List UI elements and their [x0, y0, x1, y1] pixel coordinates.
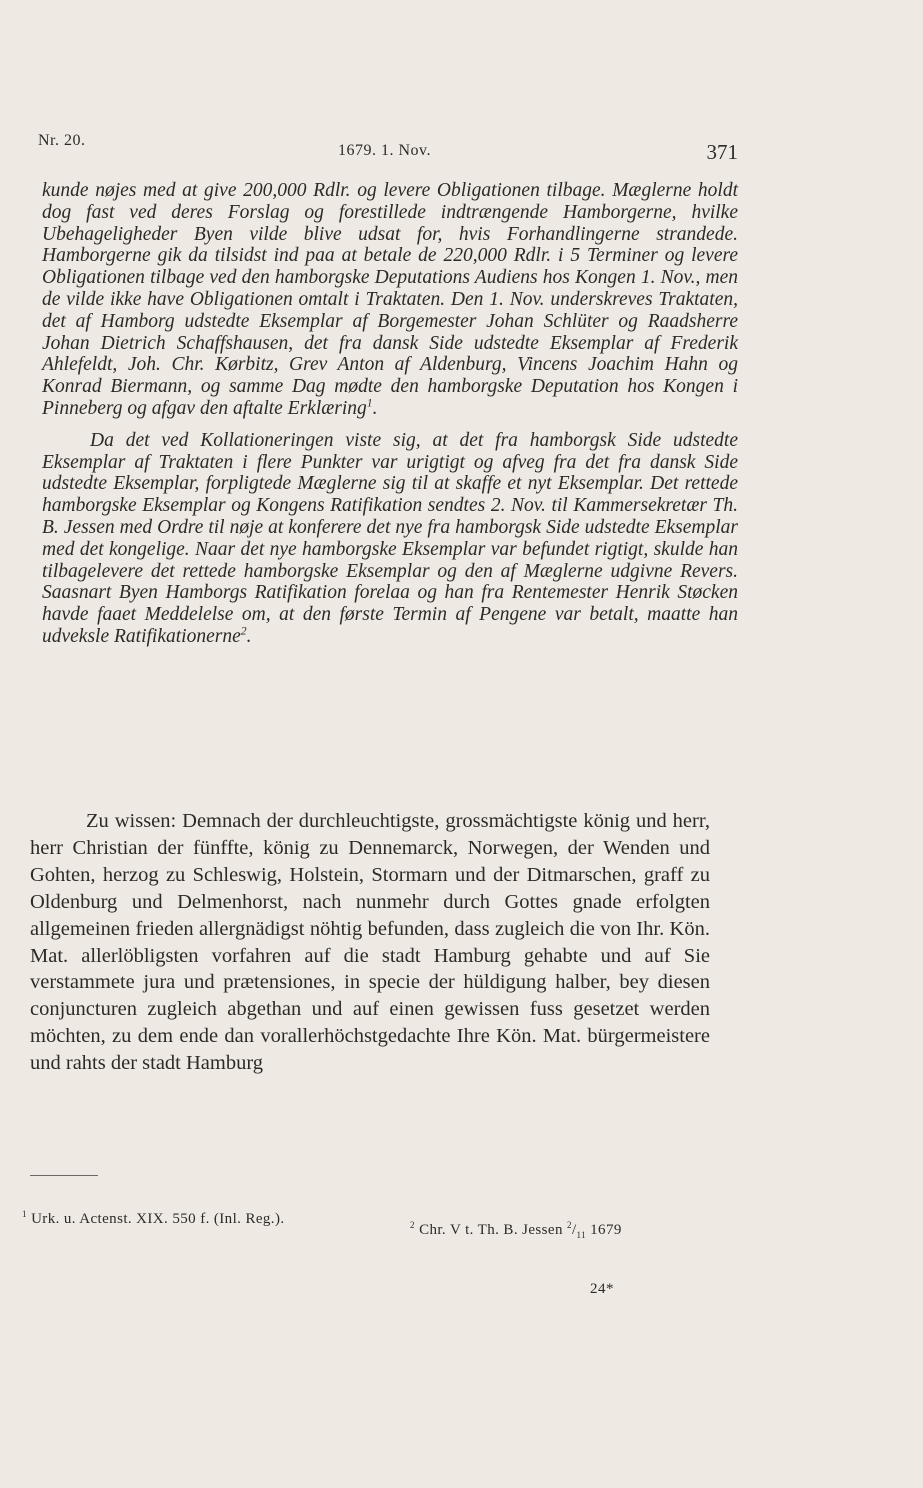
document-date: 1679. 1. Nov.	[338, 142, 432, 159]
treaty-text	[30, 808, 710, 1077]
page-header	[38, 128, 738, 168]
sheet-signature: 24*	[590, 1281, 614, 1297]
footnote-ref: 1	[366, 396, 373, 410]
footnote-2: $^2$ Chr. V t. Th. B. Jessen $^2/_{11}$ 1679	[410, 1220, 622, 1240]
danish-summary	[42, 180, 738, 648]
footnote-1: $^1$ Urk. u. Actenst. XIX. 550 f. (Inl. Reg.).	[22, 1209, 285, 1227]
footnote-ref: 2	[240, 624, 247, 638]
footnotes	[22, 1208, 712, 1258]
summary-paragraph: kunde nøjes med at give 200,000 Rdlr. og levere Obligationen tilbage. Mæglerne holdt dog fast ved deres Forslag og forestillede indtrængende Hamborgerne, hvilke Ubehageligheder Byen vilde blive udsat for, hvis Forhandlingerne strandede. Hamborgerne gik da tilsidst ind paa at betale de 220,000 Rdlr. i 5 Terminer og levere Obligationen tilbage ved den hamborgske Deputations Audiens hos Kongen 1. Nov., men de vilde ikke have Obligationen omtalt i Traktaten. Den 1. Nov. underskreves Traktaten, det af Hamborg udstedte Eksemplar af Borgemester Johan Schlüter og Raadsherre Johan Dietrich Schaffshausen, det fra dansk Side udstedte Eksemplar af Frederik Ahlefeldt, Joh. Chr. Kørbitz, Grev Anton af Aldenburg, Vincens Joachim Hahn og Konrad Biermann, og samme Dag mødte den hamborgske Deputation hos Kongen i Pinneberg og afgav den aftalte Erklæring$^1$.	[42, 180, 738, 419]
summary-paragraph: Da det ved Kollationeringen viste sig, at det fra hamborgsk Side udstedte Eksemplar af Traktaten i flere Punkter var urigtigt og afveg fra det fra dansk Side udstedte Eksemplar, forpligtede Mæglerne sig til at skaffe et nyt Eksemplar. Det rettede hamborgske Eksemplar og Kongens Ratifikation sendtes 2. Nov. til Kammersekretær Th. B. Jessen med Ordre til nøje at konferere det nye fra hamborgsk Side udstedte Eksemplar med det kongelige. Naar det nye hamborgske Eksemplar var befundet rigtigt, skulde han tilbagelevere det rettede hamborgske Eksemplar og den af Mæglerne udgivne Revers. Saasnart Byen Hamborgs Ratifikation forelaa og han fra Rentemester Henrik Støcken havde faaet Meddelelse om, at den første Termin af Pengene var betalt, maatte han udveksle Ratifikationerne$^2$.	[42, 429, 738, 647]
page-number: 371	[706, 140, 738, 164]
document-number: Nr. 20.	[38, 132, 86, 149]
footnote-divider	[30, 1175, 98, 1176]
treaty-paragraph: Zu wissen: Demnach der durchleuchtigste, grossmächtigste könig und herr, herr Christian der fünffte, könig zu Dennemarck, Norwegen, der Wenden und Gohten, herzog zu Schleswig, Holstein, Stormarn und der Ditmarschen, graff zu Oldenburg und Delmenhorst, nach nunmehr durch Gottes gnade erfolgten allgemeinen frieden allergnädigst nöhtig befunden, dass zugleich die von Ihr. Kön. Mat. allerlöbligsten vorfahren auf die stadt Hamburg gehabte und auf Sie verstammete jura und prætensiones, in specie der hüldigung halber, bey diesen conjuncturen zugleich abgethan und auf einen gewissen fuss gesetzet werden möchten, zu dem ende dan vorallerhöchstgedachte Ihre Kön. Mat. bürgermeistere und rahts der stadt Hamburg	[30, 810, 710, 1075]
